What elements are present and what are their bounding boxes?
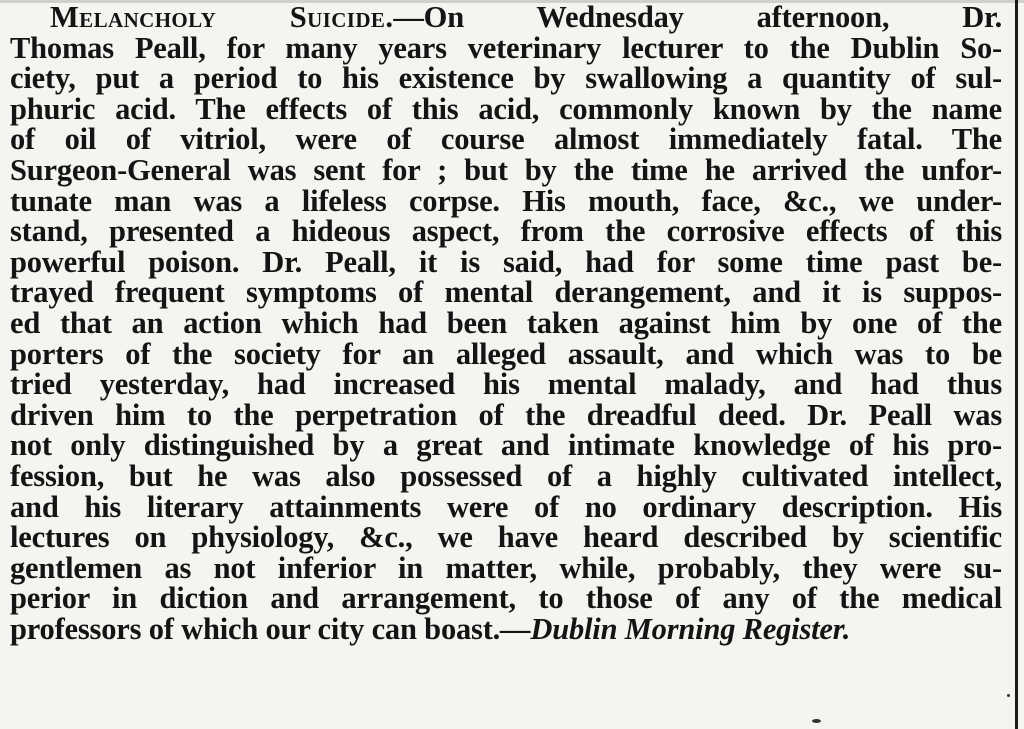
article-line: driven him to the perpetration of the dreadful deed. Dr. Peall was <box>10 397 1002 432</box>
ink-speck <box>1007 694 1010 697</box>
article-line: trayed frequent symptoms of mental derangement, and it is suppos- <box>10 275 1002 310</box>
article-line: tunate man was a lifeless corpse. His mouth, face, &c., we under- <box>10 183 1002 218</box>
article-first-line <box>10 2 1002 33</box>
last-line-text: professors of which our city can boast. <box>10 611 501 646</box>
article-line: ed that an action which had been taken against him by one of the <box>10 305 1002 340</box>
article-line: Surgeon-General was sent for ; but by the time he arrived the unfor- <box>10 152 1002 187</box>
article-source: —Dublin Morning Register. <box>500 611 851 646</box>
article-last-line <box>10 611 1002 646</box>
article-line: Thomas Peall, for many years veterinary lecturer to the Dublin So- <box>10 30 1002 65</box>
article-body <box>10 2 1002 644</box>
article-line: tried yesterday, had increased his mental malady, and had thus <box>10 367 1002 402</box>
article-line: of oil of vitriol, were of course almost immediately fatal. The <box>10 122 1002 157</box>
article-line: stand, presented a hideous aspect, from the corrosive effects of this <box>10 214 1002 249</box>
article-line: gentlemen as not inferior in matter, while, probably, they were su- <box>10 550 1002 585</box>
article-line: not only distinguished by a great and intimate knowledge of his pro- <box>10 428 1002 463</box>
article-line: powerful poison. Dr. Peall, it is said, had for some time past be- <box>10 244 1002 279</box>
article-line: fession, but he was also possessed of a highly cultivated intellect, <box>10 458 1002 493</box>
article-line: ciety, put a period to his existence by swallowing a quantity of sul- <box>10 61 1002 96</box>
article-line: phuric acid. The effects of this acid, commonly known by the name <box>10 91 1002 126</box>
article-line: and his literary attainments were of no ordinary description. His <box>10 489 1002 524</box>
column-rule <box>1015 0 1018 729</box>
first-line-text: —On Wednesday afternoon, Dr. <box>393 0 1003 34</box>
article-headline: Melancholy Suicide. <box>50 0 394 34</box>
article-line: perior in diction and arrangement, to those of any of the medical <box>10 581 1002 616</box>
article-line: porters of the society for an alleged assault, and which was to be <box>10 336 1002 371</box>
article-line: lectures on physiology, &c., we have heard described by scientific <box>10 520 1002 555</box>
ink-speck <box>812 719 821 723</box>
